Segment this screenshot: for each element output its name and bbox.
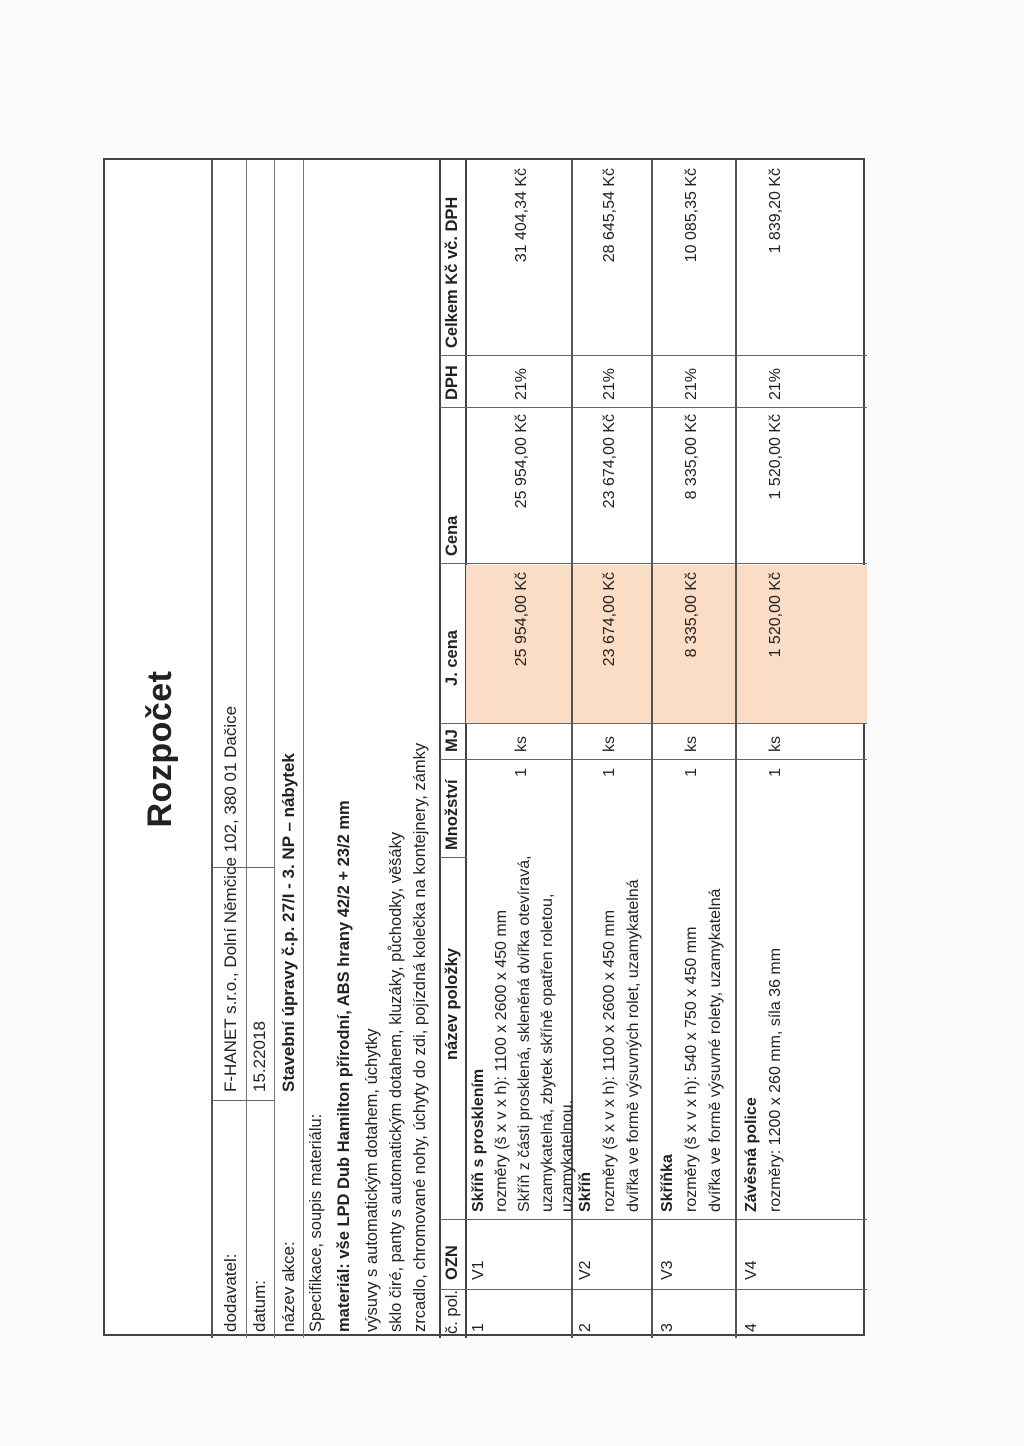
- date-label: datum:: [250, 1280, 269, 1332]
- divider: [439, 355, 867, 356]
- row-code: V2: [577, 1260, 594, 1280]
- item-desc-line: uzamykatelná, zbytek skříně opatřen roletou,: [539, 893, 556, 1212]
- row-number: 1: [470, 1323, 487, 1332]
- col-header-total: Celkem Kč vč. DPH: [443, 196, 461, 348]
- item-desc-line: uzamykatelnou.: [559, 1099, 576, 1212]
- spec-line: zrcadlo, chromované nohy, úchyty do zdi, pojízdná kolečka na kontejnery, zámky: [411, 742, 429, 1332]
- item-qty: 1: [601, 768, 618, 777]
- table-header-border: [465, 160, 467, 1338]
- row-divider: [735, 160, 737, 1338]
- project-label: název akce:: [279, 1241, 298, 1332]
- item-vat: 21%: [767, 367, 784, 400]
- item-name: Závěsná police: [743, 1097, 760, 1212]
- col-header-unit: MJ: [443, 729, 461, 752]
- item-total: 28 645,54 Kč: [601, 168, 618, 263]
- row-number: 2: [577, 1323, 594, 1332]
- row-code: V4: [743, 1260, 760, 1280]
- item-unit: ks: [513, 736, 530, 752]
- spec-material: materiál: vše LPD Dub Hamilton přírodní, ABS hrany 42/2 + 23/2 mm: [335, 800, 353, 1332]
- divider: [439, 407, 867, 408]
- item-total: 31 404,34 Kč: [513, 168, 530, 263]
- item-vat: 21%: [683, 367, 700, 400]
- divider: [439, 723, 867, 724]
- divider: [439, 857, 467, 858]
- divider: [439, 563, 867, 564]
- item-desc-line: rozměry (š x v x h): 1100 x 2600 x 450 mm: [601, 909, 618, 1212]
- item-price: 8 335,00 Kč: [683, 414, 700, 500]
- item-desc-line: dvířka ve formě výsuvné rolety, uzamykatelná: [707, 888, 724, 1212]
- item-desc-line: rozměry: 1200 x 260 mm, síla 36 mm: [767, 947, 784, 1212]
- divider: [439, 1219, 867, 1220]
- col-header-qty: Množství: [443, 779, 461, 850]
- col-header-name: název položky: [443, 948, 461, 1060]
- item-name: Skříňka: [659, 1154, 676, 1212]
- spec-line: výsuvy s automatickým dotahem, úchytky: [363, 1028, 381, 1332]
- item-unit: ks: [601, 736, 618, 752]
- item-name: Skříň: [577, 1171, 594, 1212]
- item-price: 25 954,00 Kč: [513, 414, 530, 509]
- item-vat: 21%: [601, 367, 618, 400]
- item-price: 1 520,00 Kč: [767, 414, 784, 500]
- item-desc-line: dvířka ve formě výsuvných rolet, uzamykatelná: [625, 879, 642, 1212]
- item-unit: ks: [683, 736, 700, 752]
- unit-price-shade: [737, 565, 867, 723]
- item-unit-price: 8 335,00 Kč: [683, 572, 700, 658]
- supplier-label: dodavatel:: [221, 1253, 240, 1332]
- row-divider: [651, 160, 653, 1338]
- table-top-border: [439, 160, 441, 1338]
- item-qty: 1: [513, 768, 530, 777]
- divider: [303, 160, 304, 1338]
- divider: [274, 160, 275, 1338]
- item-desc-line: rozměry (š x v x h): 1100 x 2600 x 450 mm: [493, 909, 510, 1212]
- item-price: 23 674,00 Kč: [601, 414, 618, 509]
- item-total: 1 839,20 Kč: [767, 168, 784, 254]
- divider: [439, 759, 867, 760]
- project-value: Stavební úpravy č.p. 27/I - 3. NP – nábytek: [279, 753, 298, 1092]
- item-unit-price: 1 520,00 Kč: [767, 572, 784, 658]
- document-page: [103, 158, 865, 1336]
- divider: [246, 160, 247, 1338]
- row-number: 3: [659, 1323, 676, 1332]
- row-number: 4: [743, 1323, 760, 1332]
- col-header-no: č. pol.: [443, 1289, 461, 1334]
- row-code: V1: [470, 1260, 487, 1280]
- item-unit-price: 25 954,00 Kč: [513, 572, 530, 667]
- item-desc-line: Skříň z části prosklená, skleněná dvířka otevíravá,: [516, 855, 533, 1212]
- supplier-value: F-HANET s.r.o., Dolní Němčice 102, 380 01 Dačice: [221, 705, 240, 1092]
- item-unit: ks: [767, 736, 784, 752]
- divider: [213, 1100, 274, 1101]
- row-code: V3: [659, 1260, 676, 1280]
- item-qty: 1: [683, 768, 700, 777]
- rotated-budget-sheet: [105, 160, 867, 1338]
- col-header-vat: DPH: [443, 365, 461, 400]
- spec-line: sklo čiré, panty s automatickým dotahem, kluzáky, půchodky, věšáky: [387, 831, 405, 1332]
- date-value: 15.22018: [250, 1021, 269, 1092]
- item-unit-price: 23 674,00 Kč: [601, 572, 618, 667]
- title-bar: [105, 160, 213, 1338]
- page-title: Rozpočet: [141, 670, 179, 828]
- item-desc-line: rozměry (š x v x h): 540 x 750 x 450 mm: [683, 926, 700, 1212]
- divider: [439, 1289, 867, 1290]
- item-name: Skříň s prosklením: [470, 1068, 487, 1212]
- spec-heading: Specifikace, soupis materiálu:: [307, 1113, 325, 1332]
- item-qty: 1: [767, 768, 784, 777]
- item-total: 10 085,35 Kč: [683, 168, 700, 263]
- item-vat: 21%: [513, 367, 530, 400]
- col-header-unit-price: J. cena: [443, 630, 461, 686]
- col-header-code: OZN: [443, 1245, 461, 1280]
- col-header-price: Cena: [443, 515, 461, 556]
